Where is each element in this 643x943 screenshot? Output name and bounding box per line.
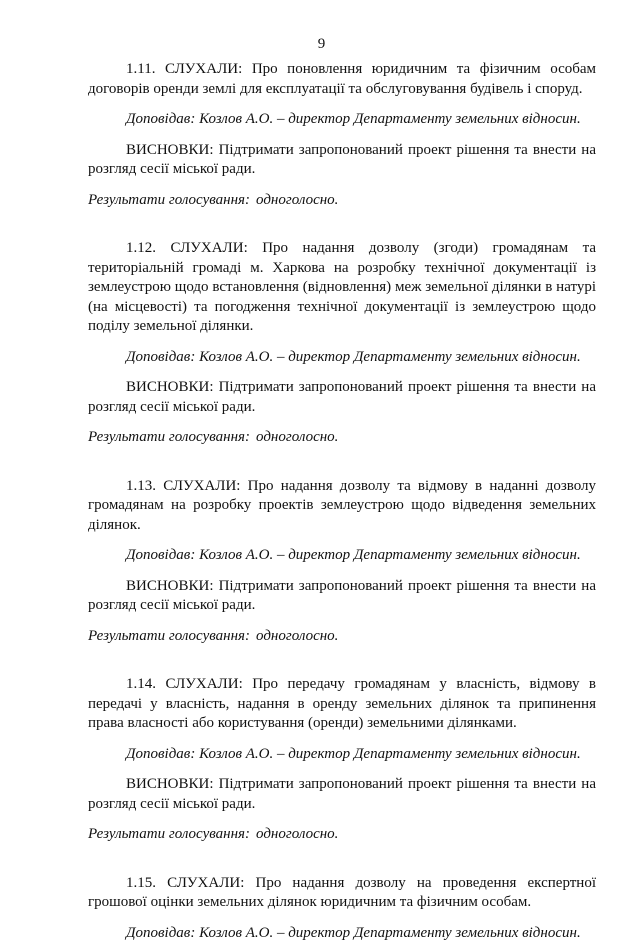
reporter-line: Доповідав: Козлов А.О. – директор Департаменту земельних відносин. [88,546,596,566]
vote-value: одноголосно. [256,429,338,445]
vote-label: Результати голосування: [88,429,250,445]
heard-text: Про надання дозволу на проведення експертної грошової оцінки земельних ділянок юридичним та фізичним особам. [88,875,596,911]
heard-label: СЛУХАЛИ: [170,240,247,256]
vote-result [88,825,596,845]
heard-paragraph [88,477,596,536]
agenda-item-1-12 [88,239,596,448]
agenda-item-1-11 [88,60,596,210]
vote-value: одноголосно. [256,192,338,208]
heard-paragraph [88,239,596,337]
vote-label: Результати голосування: [88,192,250,208]
vote-value: одноголосно. [256,826,338,842]
item-number: 1.13. [126,478,156,494]
conclusion-text: Підтримати запропонований проект рішення та внести на розгляд сесії міської ради. [88,776,596,812]
vote-label: Результати голосування: [88,628,250,644]
conclusion-text: Підтримати запропонований проект рішення та внести на розгляд сесії міської ради. [88,142,596,178]
reporter-line: Доповідав: Козлов А.О. – директор Департаменту земельних відносин. [88,745,596,765]
item-number: 1.11. [126,61,155,77]
vote-result [88,191,596,211]
heard-label: СЛУХАЛИ: [165,676,242,692]
item-number: 1.14. [126,676,156,692]
heard-text: Про надання дозволу та відмову в наданні дозволу громадянам на розробку проектів землеустрою щодо відведення земельних ділянок. [88,478,596,533]
conclusion-paragraph [88,775,596,814]
agenda-item-1-15 [88,874,596,943]
heard-label: СЛУХАЛИ: [167,875,244,891]
heard-text: Про поновлення юридичним та фізичним особам договорів оренди землі для експлуатації та обслуговування будівель і споруд. [88,61,596,97]
heard-text: Про надання дозволу (згоди) громадянам та територіальній громаді м. Харкова на розробку технічної документації із землеустрою щодо встановлення (відновлення) меж земельної ділянки в натурі (на місцевості) та погодження технічної документації із землеустрою щодо поділу земельної ділянки. [88,240,596,334]
conclusion-label: ВИСНОВКИ: [126,379,214,395]
conclusion-label: ВИСНОВКИ: [126,142,214,158]
conclusion-label: ВИСНОВКИ: [126,776,214,792]
heard-paragraph [88,874,596,913]
item-number: 1.12. [126,240,156,256]
conclusion-paragraph [88,378,596,417]
agenda-item-1-14 [88,675,596,845]
page-number: 9 [0,36,643,53]
heard-text: Про передачу громадянам у власність, відмову в передачі у власність, надання в оренду земельних ділянок та припинення права власності або користування (оренди) земельними ділянками. [88,676,596,731]
heard-paragraph [88,675,596,734]
conclusion-paragraph [88,141,596,180]
reporter-line: Доповідав: Козлов А.О. – директор Департаменту земельних відносин. [88,924,596,943]
conclusion-text: Підтримати запропонований проект рішення та внести на розгляд сесії міської ради. [88,379,596,415]
heard-paragraph [88,60,596,99]
item-number: 1.15. [126,875,156,891]
conclusion-label: ВИСНОВКИ: [126,578,214,594]
conclusion-paragraph [88,577,596,616]
minutes-body [88,60,596,943]
vote-result [88,627,596,647]
agenda-item-1-13 [88,477,596,647]
heard-label: СЛУХАЛИ: [163,478,240,494]
reporter-line: Доповідав: Козлов А.О. – директор Департаменту земельних відносин. [88,110,596,130]
reporter-line: Доповідав: Козлов А.О. – директор Департаменту земельних відносин. [88,348,596,368]
conclusion-text: Підтримати запропонований проект рішення та внести на розгляд сесії міської ради. [88,578,596,614]
vote-result [88,428,596,448]
vote-value: одноголосно. [256,628,338,644]
vote-label: Результати голосування: [88,826,250,842]
heard-label: СЛУХАЛИ: [165,61,242,77]
